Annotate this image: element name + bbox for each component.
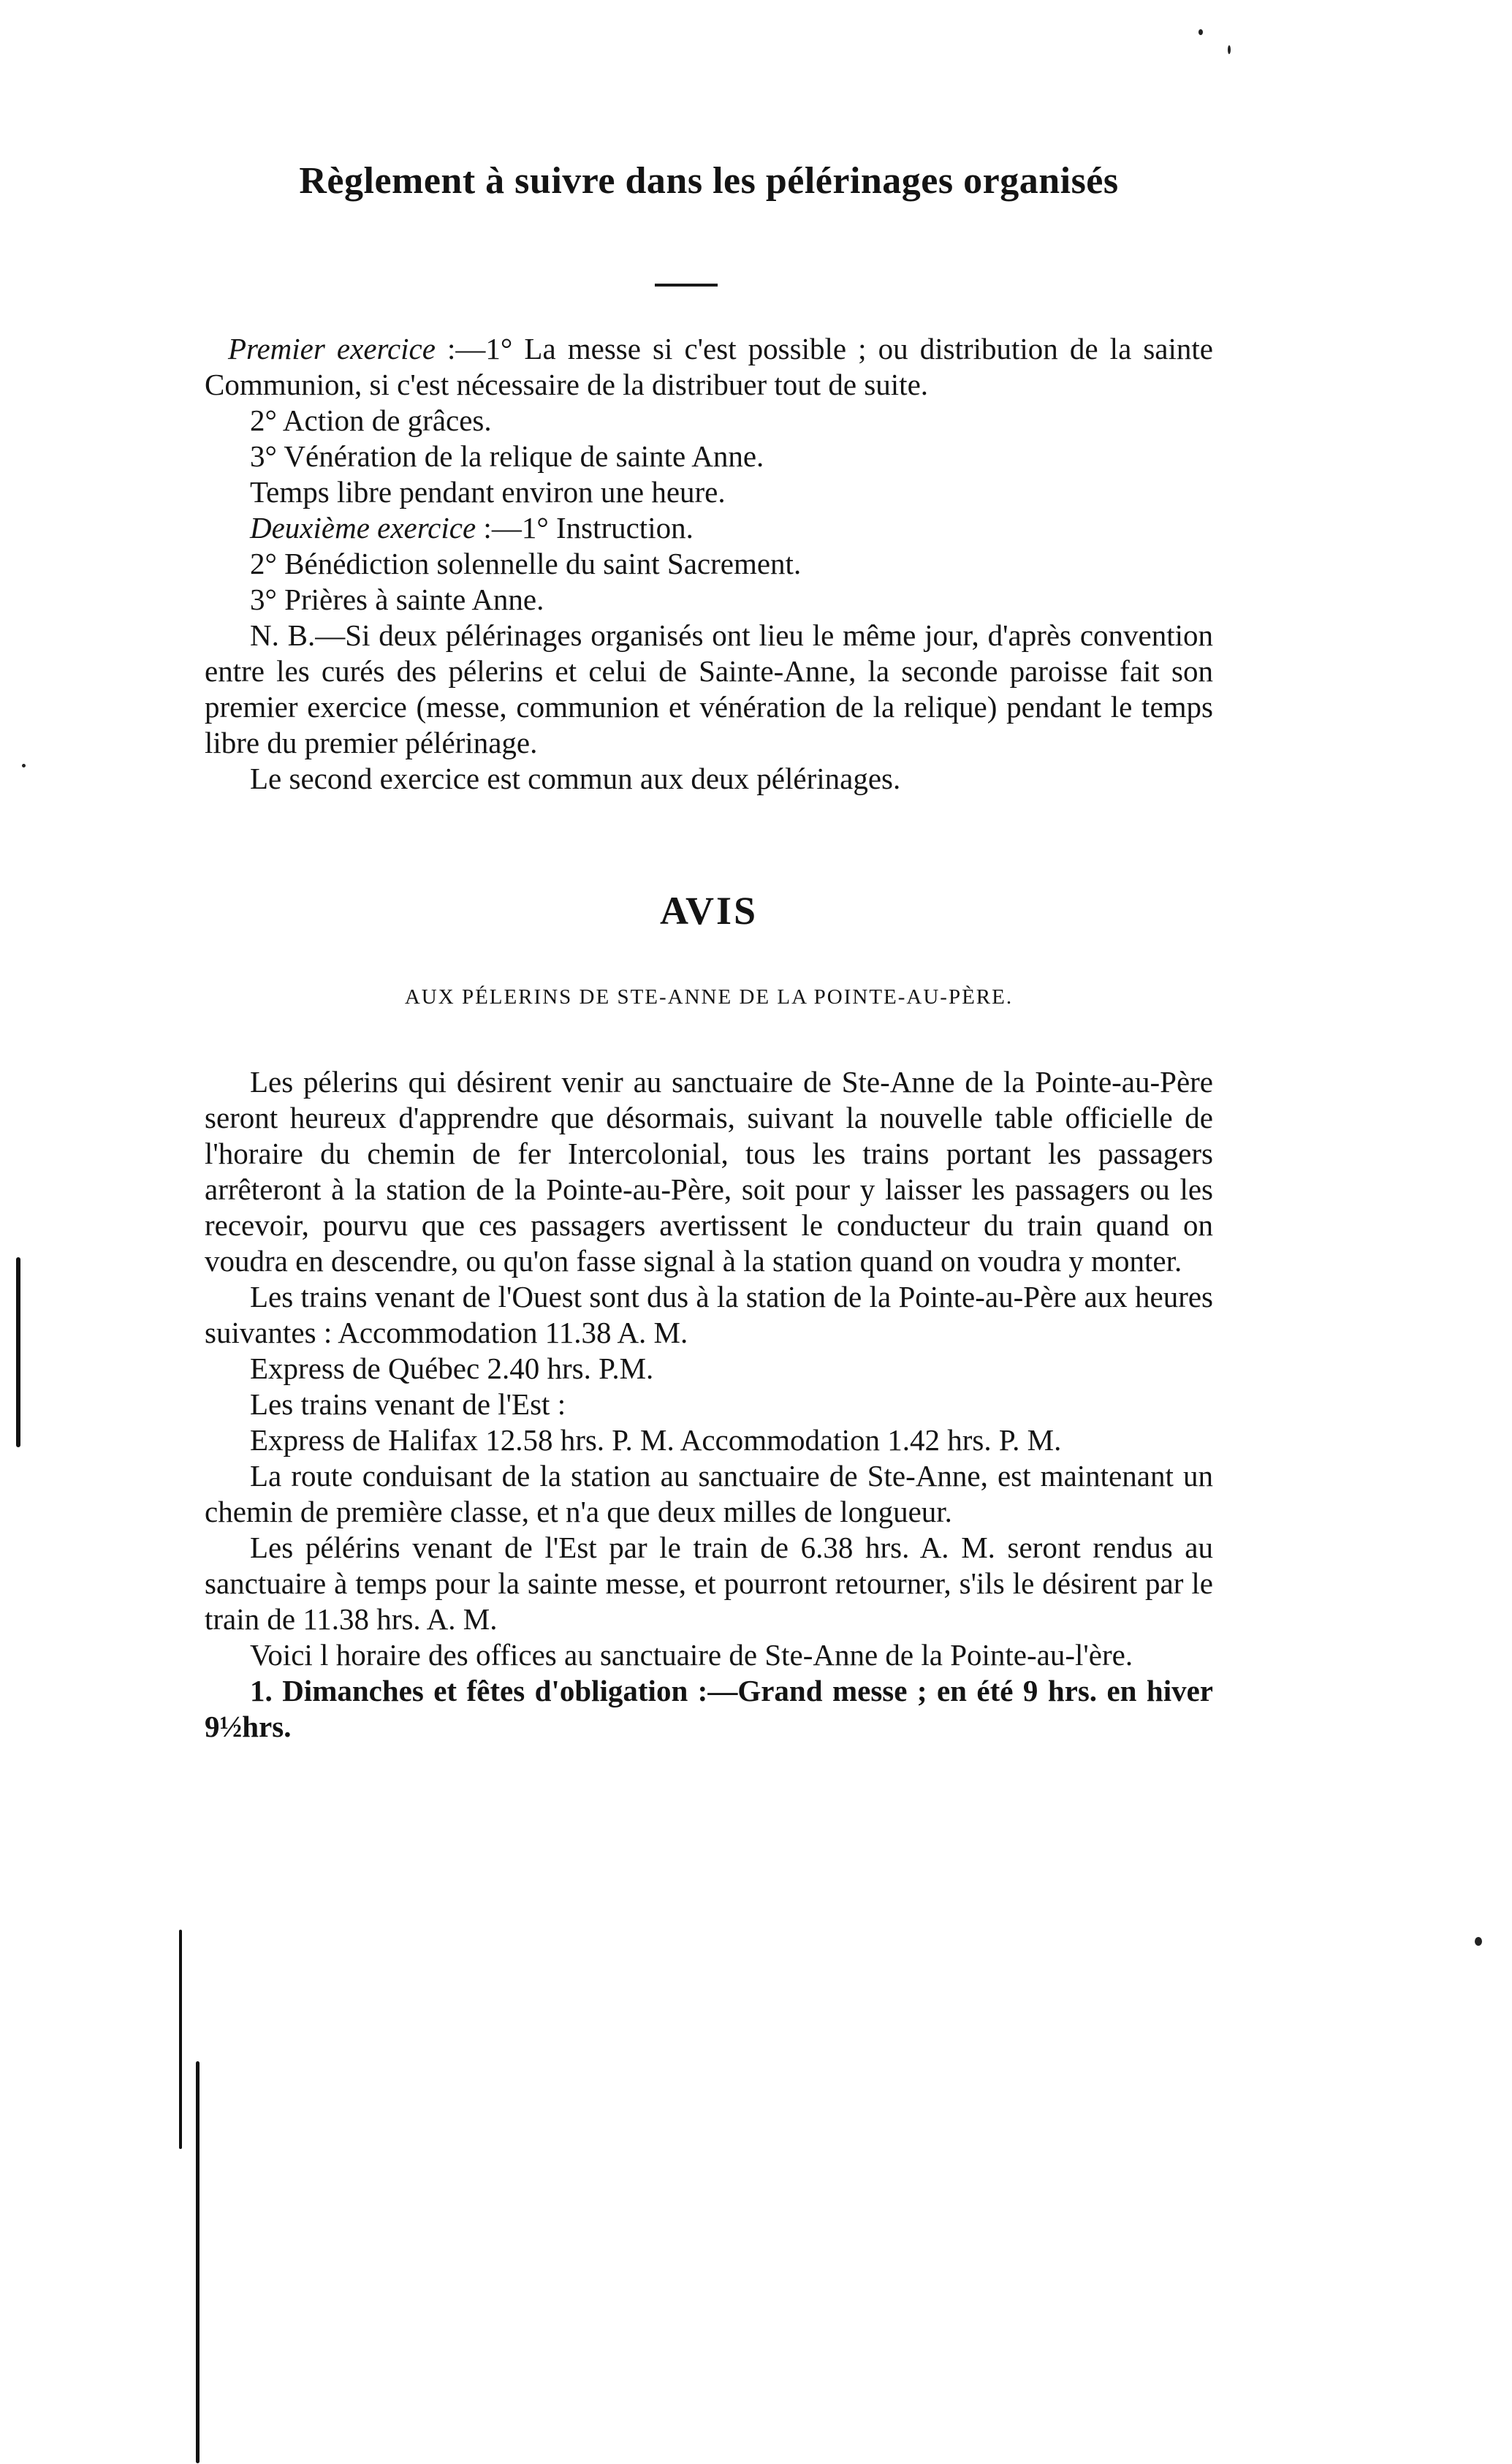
reglement-line: Le second exercice est commun aux deux pélérinages. — [250, 762, 901, 795]
avis-paragraph: La route conduisant de la station au sanctuaire de Ste-Anne, est maintenant un chemin de première classe, et n'a que deux milles de longueur. — [205, 1459, 1213, 1528]
nota-bene-paragraph: N. B.—Si deux pélérinages organisés ont lieu le même jour, d'après convention entre les curés des pélerins et celui de Sainte-Anne, la seconde paroisse fait son premier exercice (messe, communion et vénération de la relique) pendant le temps libre du premier pélérinage. — [205, 618, 1213, 759]
avis-paragraph: Les trains venant de l'Est : — [250, 1387, 566, 1421]
scan-speck — [1475, 1937, 1482, 1946]
avis-heading: AVIS — [659, 889, 759, 933]
scan-speck — [1228, 45, 1231, 54]
scan-speck — [22, 764, 26, 767]
margin-scan-mark — [196, 2061, 200, 2463]
margin-scan-mark — [179, 1930, 182, 2149]
premier-exercice-label: Premier exercice — [228, 332, 436, 365]
reglement-line: 3° Prières à sainte Anne. — [250, 583, 544, 616]
deuxieme-exercice-paragraph — [205, 510, 1213, 546]
avis-paragraph: Les pélérins venant de l'Est par le train de 6.38 hrs. A. M. seront rendus au sanctuaire à temps pour la sainte messe, et pourront retourner, s'ils le désirent par le train de 11.38 hrs. A. M. — [205, 1531, 1213, 1636]
reglement-line: 3° Vénération de la relique de sainte Anne. — [250, 439, 764, 473]
avis-paragraph: Les pélerins qui désirent venir au sanctuaire de Ste-Anne de la Pointe-au-Père seront heureux d'apprendre que désormais, suivant la nouvelle table officielle de l'horaire du chemin de fer Intercolonial, tous les trains portant les passagers arrêteront à la station de la Pointe-au-Père, soit pour y laisser les passagers ou les recevoir, pourvu que ces passagers avertissent le conducteur du train quand on voudra en descendre, ou qu'on fasse signal à la station quand on voudra y monter. — [205, 1065, 1213, 1278]
premier-exercice-text: :—1° La messe si c'est possible ; ou distribution de la sainte Communion, si c'est nécessaire de la distribuer tout de suite. — [205, 332, 1213, 401]
avis-subheading: AUX PÉLERINS DE STE-ANNE DE LA POINTE-AU-PÈRE. — [404, 985, 1014, 1009]
title-divider — [655, 284, 718, 287]
page-title: Règlement à suivre dans les pélérinages organisés — [299, 160, 1119, 202]
reglement-line: Temps libre pendant environ une heure. — [250, 475, 726, 509]
margin-scan-mark — [16, 1257, 20, 1447]
avis-section — [205, 1064, 1213, 1745]
avis-paragraph: Express de Halifax 12.58 hrs. P. M. Accommodation 1.42 hrs. P. M. — [250, 1423, 1062, 1457]
reglement-section — [205, 331, 1213, 797]
reglement-line: 2° Action de grâces. — [250, 403, 492, 437]
avis-paragraph: Voici l horaire des offices au sanctuaire de Ste-Anne de la Pointe-au-l'ère. — [250, 1638, 1133, 1672]
avis-paragraph: Les trains venant de l'Ouest sont dus à la station de la Pointe-au-Père aux heures suivantes : Accommodation 11.38 A. M. — [205, 1280, 1213, 1349]
avis-paragraph: 1. Dimanches et fêtes d'obligation :—Grand messe ; en été 9 hrs. en hiver 9½hrs. — [205, 1674, 1213, 1743]
scan-speck — [1198, 29, 1203, 35]
deuxieme-exercice-label: Deuxième exercice — [250, 511, 476, 545]
deuxieme-exercice-text: :—1° Instruction. — [476, 511, 694, 545]
reglement-line: 2° Bénédiction solennelle du saint Sacrement. — [250, 547, 802, 580]
avis-paragraph: Express de Québec 2.40 hrs. P.M. — [250, 1352, 654, 1385]
premier-exercice-paragraph — [205, 331, 1213, 403]
